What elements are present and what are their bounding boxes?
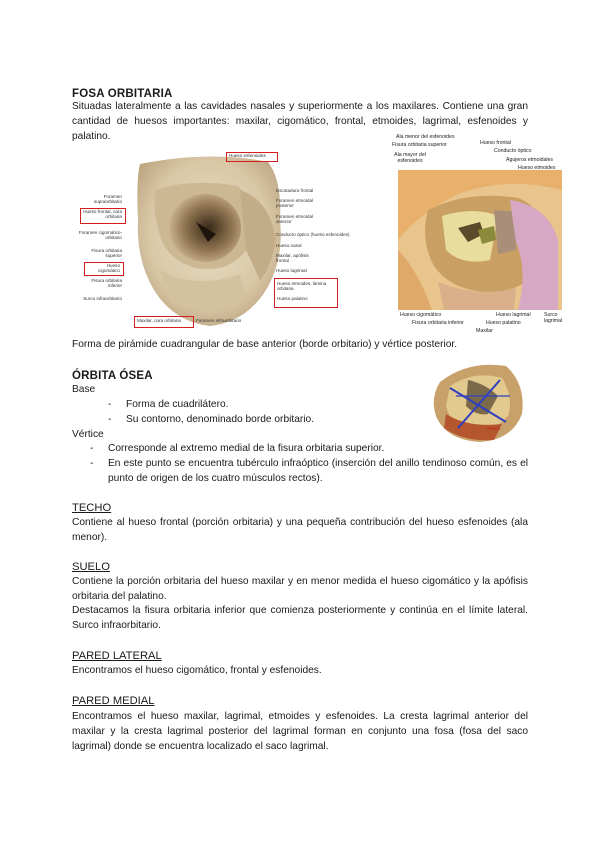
section-title-fosa-orbitaria: FOSA ORBITARIA [72, 88, 173, 100]
fig1-right-label: Hueso lagrimal [276, 268, 307, 273]
fig1-right-label: Foramen etmoidal anterior [276, 214, 314, 224]
fig2-top-label: Hueso etmoides [518, 165, 556, 171]
vertice-list [90, 441, 528, 486]
fig1-left-label: Fisura orbitaria inferior [91, 278, 122, 288]
fig1-bottom-left-label: Maxilar, cara orbitaria [137, 318, 181, 323]
section-title-pared-medial: PARED MEDIAL [72, 695, 155, 707]
fig2-bottom-label: Fisura orbitaria inferior [412, 320, 464, 326]
fig1-top-box-label: Hueso esfenoides [229, 153, 266, 158]
orbit-vertex-label: Vértice [486, 426, 501, 431]
fig1-right-label: Escotadura frontal [276, 188, 314, 193]
fig2-top-label: Conducto óptico [494, 148, 532, 154]
fig2-top-label: Fisura orbitaria superior [392, 142, 447, 148]
section-title-techo: TECHO [72, 502, 112, 514]
suelo-paragraph-1: Contiene la porción orbitaria del hueso maxilar y en menor medida el hueso cigomático y la apófisis orbitaria del palatino. [72, 576, 528, 602]
fig2-bottom-label: Hueso cigomático [400, 312, 442, 318]
orbit-vertex-illustration [428, 358, 528, 444]
fig2-top-label: Hueso frontal [480, 140, 511, 146]
orbit-vertex-figure [428, 358, 528, 444]
techo-paragraph: Contiene al hueso frontal (porción orbitaria) y una pequeña contribución del hueso esfenoides (ala menor). [72, 517, 528, 543]
section-title-orbita-osea: ÓRBITA ÓSEA [72, 370, 153, 382]
list-item: - Su contorno, denominado borde orbitario. [108, 414, 315, 425]
fig1-right-label: Foramen etmoidal posterior [276, 198, 314, 208]
fosa-intro-paragraph: Situadas lateralmente a las cavidades nasales y superiormente a los maxilares. Contiene una gran cantidad de huesos importantes: maxilar, cigomático, frontal, etmoides, lagrimal, esfenoides y palatino. [72, 101, 528, 142]
orbit-detail-illustration [398, 170, 562, 310]
fig1-left-label: Hueso cigomático [98, 263, 120, 273]
fosa-caption: Forma de pirámide cuadrangular de base anterior (borde orbitario) y vértice posterior. [72, 339, 458, 350]
orbita-base-heading: Base [72, 384, 96, 395]
fig2-top-label: Ala menor del esfenoides [396, 134, 455, 140]
pared-lateral-paragraph: Encontramos el hueso cigomático, frontal y esfenoides. [72, 665, 322, 676]
list-item: - Forma de cuadrilátero. [108, 399, 229, 410]
fig2-bottom-label: Hueso palatino [486, 320, 521, 326]
fig1-left-label: Fisura orbitaria superior [91, 248, 122, 258]
pared-medial-paragraph: Encontramos el hueso maxilar, lagrimal, etmoides y esfenoides. La cresta lagrimal anterior del maxilar y la cresta lagrimal posterior del lagrimal forman en conjunto una fosa (fosa del saco lagrimal) donde se encuentra localizado el saco lagrimal. [72, 711, 528, 752]
list-item: - En este punto se encuentra tubérculo infraóptico (inserción del anillo tendinoso común, es el punto de origen de los cuatro músculos rectos). [90, 458, 528, 484]
fig1-left-label: Hueso frontal, cara orbitaria [83, 209, 122, 219]
list-item: - Corresponde al extremo medial de la fisura orbitaria superior. [90, 443, 385, 454]
fig2-bottom-label: Surco lagrimal [544, 312, 563, 324]
fig1-left-label: Foramen supraorbitario [93, 194, 122, 204]
fig1-right-label: Hueso etmoides, lámina orbitaria [277, 281, 327, 291]
fig1-right-label: Conducto óptico (hueso esfenoides) [276, 232, 350, 237]
fig1-left-label: Foramen cigomático-orbitario [78, 230, 122, 240]
section-title-suelo: SUELO [72, 561, 110, 573]
fig2-top-label: Ala mayor del esfenoides [394, 152, 426, 164]
base-list [108, 397, 408, 427]
orbita-vertice-heading: Vértice [72, 429, 104, 440]
fig1-right-label: Hueso nasal [276, 243, 302, 248]
fig2-bottom-label: Hueso lagrimal [496, 312, 531, 318]
section-title-pared-lateral: PARED LATERAL [72, 650, 162, 662]
fig1-bottom-right-label: Foramen infraorbitario [196, 318, 242, 323]
orbit-detail-figure [398, 170, 562, 310]
fig2-bottom-label: Maxilar [476, 328, 493, 334]
fig1-right-label: Hueso palatino [277, 296, 308, 301]
fig1-right-label: Maxilar, apófisis frontal [276, 253, 309, 263]
fig2-top-label: Agujeros etmoidales [506, 157, 554, 163]
suelo-paragraph-2: Destacamos la fisura orbitaria inferior que comienza posteriormente y continúa en el límite lateral. Surco infraorbitario. [72, 605, 528, 631]
fig1-left-label: Surco infraorbitario [83, 296, 122, 301]
